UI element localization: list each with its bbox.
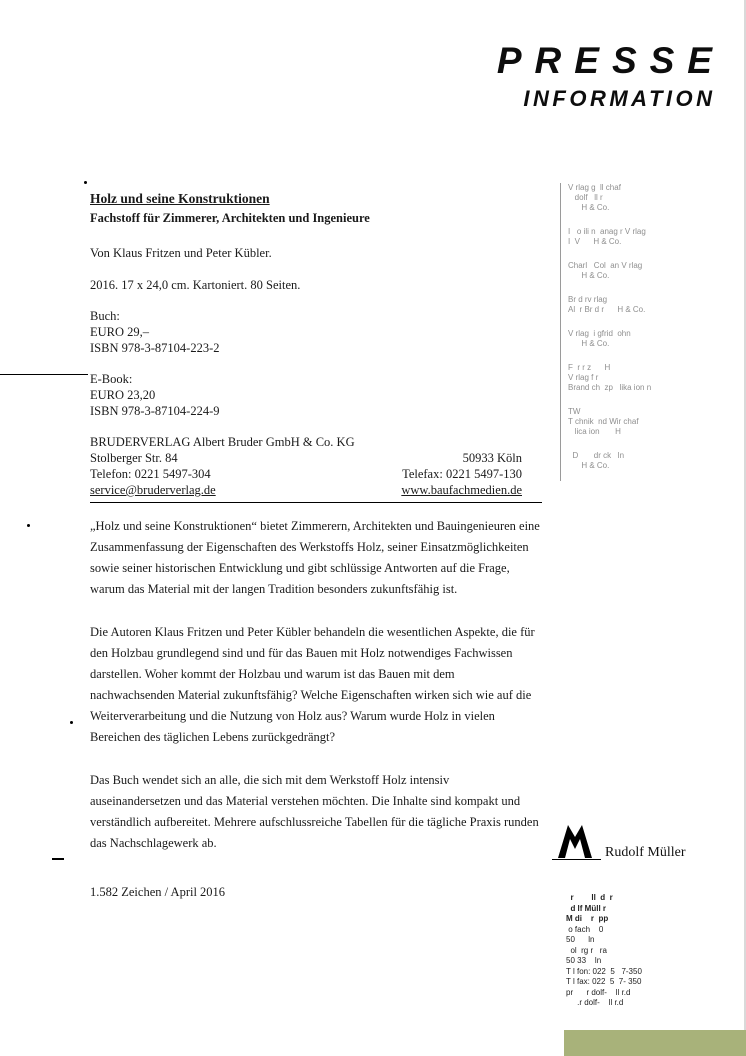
imprint-line: I V H & Co. xyxy=(568,237,622,246)
imprint-group xyxy=(568,451,740,471)
book-format: 2016. 17 x 24,0 cm. Kartoniert. 80 Seiten. xyxy=(90,278,301,292)
imprint-line: I o ili n anag r V rlag xyxy=(568,227,646,236)
imprint-sidebar xyxy=(568,183,740,485)
imprint-line: TW xyxy=(568,407,581,416)
contact-line: d lf Müll r xyxy=(566,903,606,913)
imprint-group xyxy=(568,295,740,315)
contact-line: ol rg r ra xyxy=(566,945,607,955)
rudolf-mueller-logo-icon xyxy=(552,824,601,860)
imprint-line: lica ion H xyxy=(568,427,621,436)
contact-line: 50 33 ln xyxy=(566,956,602,965)
ebook-edition-label: E-Book: xyxy=(90,372,133,386)
imprint-line: V rlag f r xyxy=(568,373,599,382)
publisher-block xyxy=(90,434,542,498)
registration-mark xyxy=(84,181,87,184)
publisher-street: Stolberger Str. 84 xyxy=(90,451,178,465)
publisher-links-row xyxy=(90,482,542,498)
paragraph-3: Das Buch wendet sich an alle, die sich mit dem Werkstoff Holz intensiv auseinandersetzen und das Material verstehen möchten. Die Inhalte sind kompakt und verständlich aufbereitet. Mehrere aufschlussreiche Tabellen für die tägliche Praxis runden das Nachschlagewerk ab. xyxy=(90,773,539,850)
publisher-city: 50933 Köln xyxy=(462,451,522,465)
imprint-line: Br d rv rlag xyxy=(568,295,608,304)
masthead-presse: PRESSE xyxy=(496,40,725,81)
imprint-line: H & Co. xyxy=(568,461,610,470)
fold-mark xyxy=(52,858,64,860)
company-name: Rudolf Müller xyxy=(605,845,686,860)
masthead-information: INFORMATION xyxy=(523,86,716,111)
char-count-note: 1.582 Zeichen / April 2016 xyxy=(90,885,226,899)
imprint-group xyxy=(568,261,740,281)
imprint-line: V rlag i gfrid ohn xyxy=(568,329,631,338)
sidebar-divider-line xyxy=(560,183,561,481)
book-authors: Von Klaus Fritzen und Peter Kübler. xyxy=(90,246,272,260)
imprint-line: H & Co. xyxy=(568,339,610,348)
registration-mark xyxy=(27,524,30,527)
contact-line: r ll d r xyxy=(566,893,613,902)
publisher-name: BRUDERVERLAG Albert Bruder GmbH & Co. KG xyxy=(90,435,355,449)
imprint-line: T chnik nd Wir chaf xyxy=(568,417,639,426)
imprint-group xyxy=(568,407,740,437)
ebook-edition-price: EURO 23,20 xyxy=(90,388,156,402)
publisher-address-row xyxy=(90,450,542,466)
publisher-website-link[interactable]: www.baufachmedien.de xyxy=(401,483,522,497)
registration-mark xyxy=(70,721,73,724)
imprint-line: Brand ch zp lika ion n xyxy=(568,383,652,392)
imprint-group xyxy=(568,363,740,393)
imprint-line: V rlag g ll chaf xyxy=(568,183,621,192)
main-content xyxy=(90,190,542,900)
book-subtitle: Fachstoff für Zimmerer, Architekten und Ingenieure xyxy=(90,211,370,225)
ebook-edition-isbn: ISBN 978-3-87104-224-9 xyxy=(90,404,220,418)
imprint-line: F r r z H xyxy=(568,363,611,372)
contact-line: 50 ln xyxy=(566,935,595,944)
imprint-line: D dr ck ln xyxy=(568,451,625,460)
contact-line: pr r dolf- ll r.d xyxy=(566,987,631,997)
contact-line: .r dolf- ll r.d xyxy=(566,998,624,1007)
fold-line xyxy=(0,374,88,375)
masthead xyxy=(496,40,725,111)
divider-rule xyxy=(90,502,542,503)
company-logo-block xyxy=(552,824,686,860)
publisher-fax: Telefax: 0221 5497-130 xyxy=(402,467,522,481)
paragraph-1: „Holz und seine Konstruktionen“ bietet Zimmerern, Architekten und Bauingenieuren eine Zusammenfassung der Eigenschaften des Werkstoffs Holz, seiner Einsatzmöglichkeiten sowie seiner historischen Entwicklung und gibt schlüssige Antworten auf die Frage, warum das Material mit der langen Tradition besonders zukunftsfähig ist. xyxy=(90,519,540,596)
imprint-group xyxy=(568,183,740,213)
contact-line: o fach 0 xyxy=(566,924,604,934)
footer-accent-bar xyxy=(564,1030,746,1056)
print-edition-isbn: ISBN 978-3-87104-223-2 xyxy=(90,341,220,355)
imprint-line: Al r Br d r H & Co. xyxy=(568,305,646,314)
imprint-line: Charl Col an V rlag xyxy=(568,261,643,270)
ebook-edition-block xyxy=(90,371,542,419)
imprint-group xyxy=(568,329,740,349)
book-title: Holz und seine Konstruktionen xyxy=(90,191,270,206)
print-edition-price: EURO 29,– xyxy=(90,325,150,339)
print-edition-block xyxy=(90,308,542,356)
imprint-line: H & Co. xyxy=(568,203,610,212)
publisher-email-link[interactable]: service@bruderverlag.de xyxy=(90,483,216,497)
imprint-line: H & Co. xyxy=(568,271,610,280)
imprint-line: dolf ll r xyxy=(568,193,603,202)
paragraph-2: Die Autoren Klaus Fritzen und Peter Kübler behandeln die wesentlichen Aspekte, die für den Holzbau grundlegend sind und für das Bauen mit Holz notwendiges Fachwissen darstellen. Woher kommt der Holzbau und warum ist das Bauen mit dem nachwachsenden Material zukunftsfähig? Welche Eigenschaften wirken sich wie auf die Weiterverarbeitung und die Nutzung von Holz aus? Warum wurde Holz in vielen Bereichen des täglichen Lebens zurückgedrängt? xyxy=(90,625,535,744)
contact-line: T l fon: 022 5 7-350 xyxy=(566,966,642,976)
print-edition-label: Buch: xyxy=(90,309,120,323)
publisher-phone: Telefon: 0221 5497-304 xyxy=(90,467,211,481)
press-contact-block xyxy=(566,893,642,1009)
imprint-group xyxy=(568,227,740,247)
publisher-phone-row xyxy=(90,466,542,482)
contact-line: T l fax: 022 5 7- 350 xyxy=(566,977,642,986)
contact-line: M di r pp xyxy=(566,914,609,923)
